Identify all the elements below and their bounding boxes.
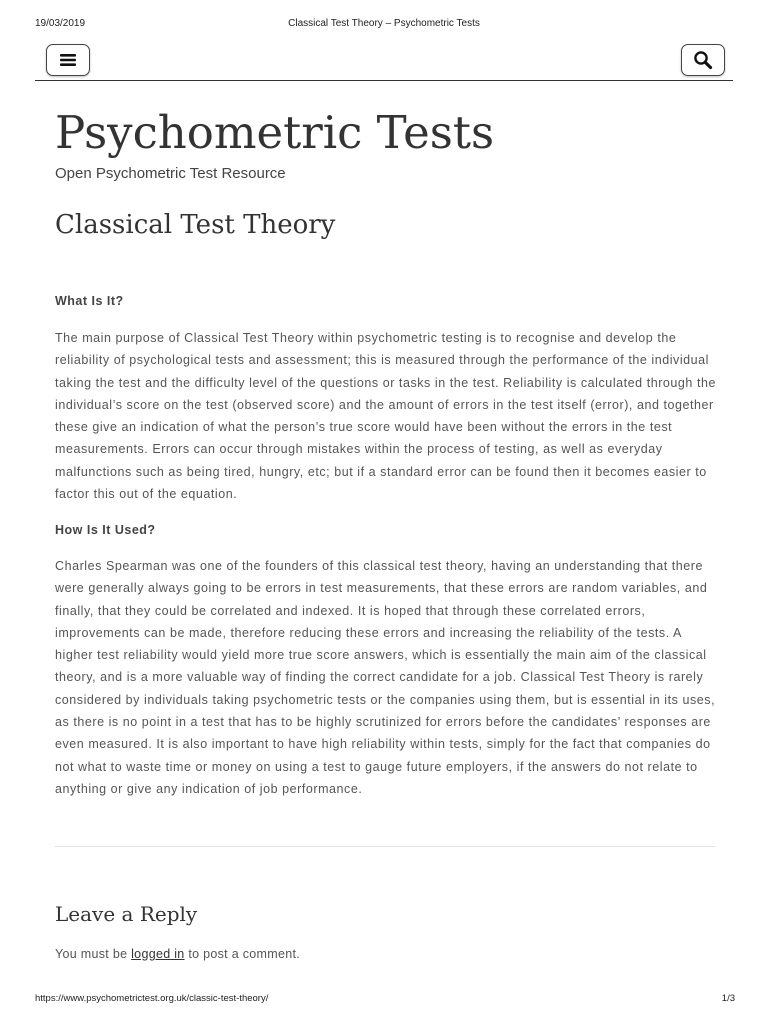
search-button[interactable] [681,44,725,76]
login-required-note [55,946,300,962]
content-divider [55,846,715,847]
section-heading-what-is-it: What Is It? [55,294,124,308]
note-after-text: to post a comment. [184,947,301,961]
section-body-what-is-it: The main purpose of Classical Test Theory within psychometric testing is to recognise and develop the reliability of psychological tests and assessment; this is measured through the performance of the individual taking the test and the difficulty level of the questions or tasks in the test. Reliability is calculated through the individual’s score on the test (observed score) and the amount of errors in the test itself (error), and together these give an indication of what the person’s true score would have been without the errors in the test measurements. Errors can occur through mistakes within the process of testing, as well as everyday malfunctions such as being tired, hungry, etc; but if a standard error can be found then it becomes easier to factor this out of the equation. [55,331,716,502]
print-header [0,18,768,32]
note-before-text: You must be [55,947,132,961]
page-title: Classical Test Theory [55,210,336,240]
site-tagline: Open Psychometric Test Resource [55,165,286,182]
print-date: 19/03/2019 [35,18,86,29]
site-toolbar [35,42,733,81]
magnifier-search-icon [693,50,713,70]
menu-button[interactable] [46,44,90,76]
hamburger-menu-icon [59,53,77,67]
leave-reply-heading: Leave a Reply [55,902,198,926]
print-page-number: 1/3 [721,993,735,1004]
section-body-how-is-it-used: Charles Spearman was one of the founders of this classical test theory, having an understanding that there were generally always going to be errors in test measurements, that these errors are random variables, and finally, that they could be correlated and indexed. It is hoped that through these correlated errors, improvements can be made, therefore reducing these errors and increasing the reliability of the tests. A higher test reliability would yield more true score answers, which is essentially the main aim of the classical theory, and is a more valuable way of finding the correct candidate for a job. Classical Test Theory is rarely considered by individuals taking psychometric tests or the companies using them, but is essential in its uses, as there is no point in a test that has to be highly scrutinized for errors before the candidates’ responses are even measured. It is also important to have high reliability within tests, simply for the fact that companies do not what to waste time or money on using a test to gauge future employers, if the answers do not relate to anything or give any indication of job performance. [55,559,716,796]
site-title[interactable]: Psychometric Tests [55,106,495,159]
section-heading-how-is-it-used: How Is It Used? [55,523,156,537]
print-url: https://www.psychometrictest.org.uk/classic-test-theory/ [35,993,269,1004]
logged-in-link[interactable]: logged in [131,947,185,961]
print-footer [0,993,768,1007]
print-document-title: Classical Test Theory – Psychometric Tests [288,18,480,29]
